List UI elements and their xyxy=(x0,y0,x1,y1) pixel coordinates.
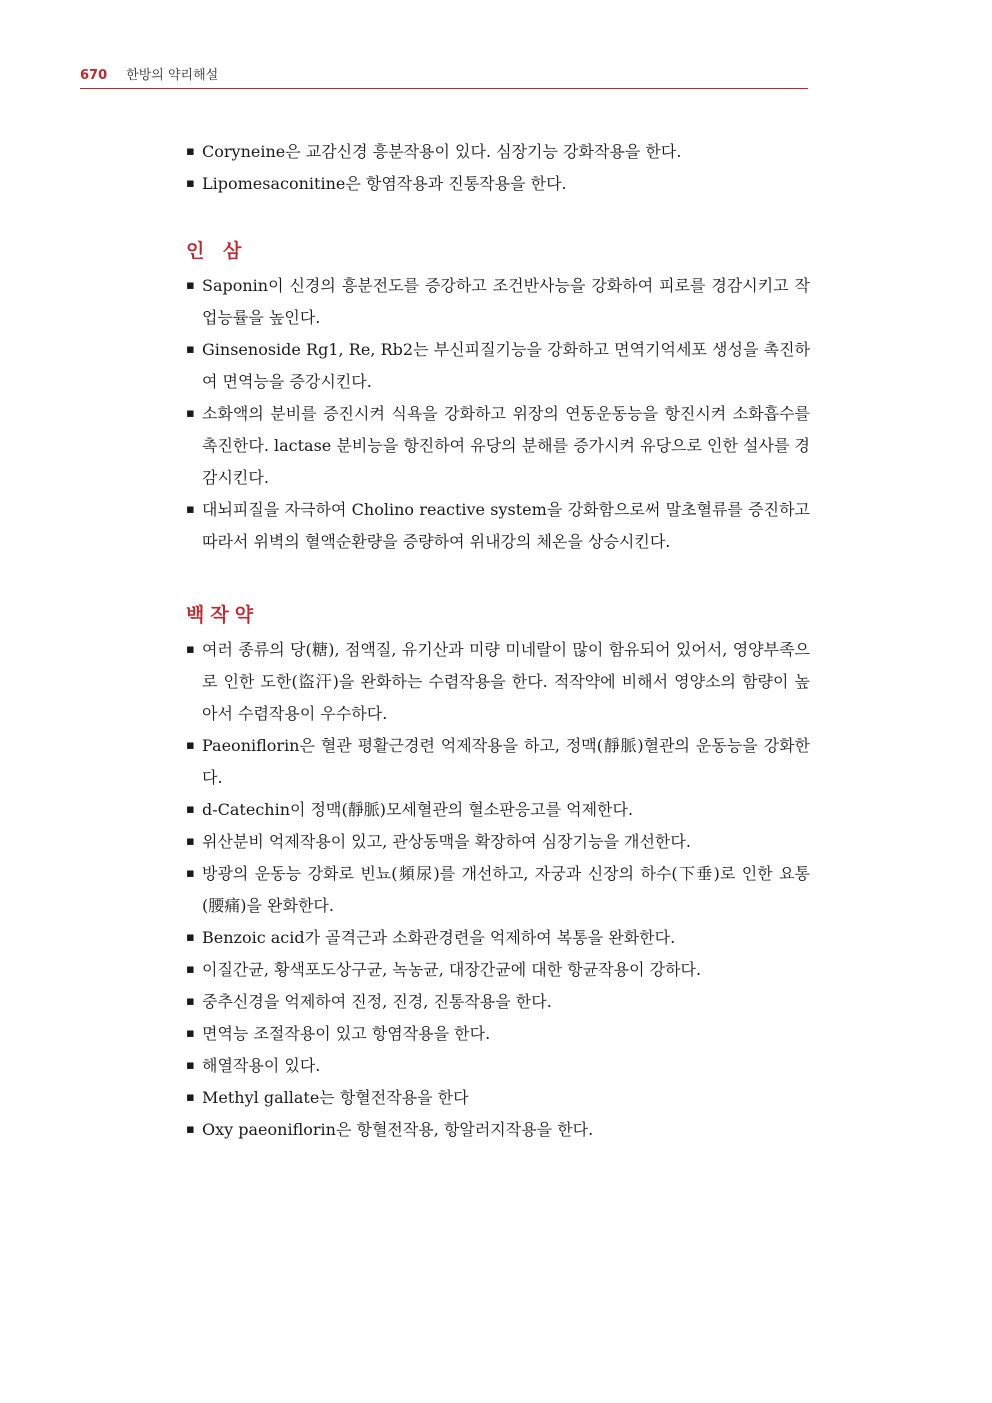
intro-list xyxy=(186,136,810,200)
section-title-ginseng: 인 삼 xyxy=(186,240,248,262)
book-title: 한방의 약리해설 xyxy=(126,68,219,83)
list-item: ▪ 대뇌피질을 자극하여 Cholino reactive system을 강화함으로써 말초혈류를 증진하고 따라서 위벽의 혈액순환량을 증량하여 위내강의 체온을 상승시킨다. xyxy=(186,494,810,558)
list-item: ▪ 해열작용이 있다. xyxy=(186,1050,810,1082)
list-item: ▪ d-Catechin이 정맥(靜脈)모세혈관의 혈소판응고를 억제한다. xyxy=(186,794,810,826)
page-content xyxy=(186,136,810,1146)
list-item: ▪ 방광의 운동능 강화로 빈뇨(頻尿)를 개선하고, 자궁과 신장의 하수(下垂)로 인한 요통(腰痛)을 완화한다. xyxy=(186,858,810,922)
list-item: ▪ Coryneine은 교감신경 흥분작용이 있다. 심장기능 강화작용을 한다. xyxy=(186,136,810,168)
list-item: ▪ Paeoniflorin은 혈관 평활근경련 억제작용을 하고, 정맥(靜脈)혈관의 운동능을 강화한다. xyxy=(186,730,810,794)
page-header xyxy=(80,66,808,89)
list-item: ▪ Lipomesaconitine은 항염작용과 진통작용을 한다. xyxy=(186,168,810,200)
page-number: 670 xyxy=(80,68,108,83)
list-item: ▪ 이질간균, 황색포도상구균, 녹농균, 대장간균에 대한 항균작용이 강하다. xyxy=(186,954,810,986)
ginseng-list xyxy=(186,270,810,558)
white-peony-list xyxy=(186,634,810,1146)
list-item: ▪ 위산분비 억제작용이 있고, 관상동맥을 확장하여 심장기능을 개선한다. xyxy=(186,826,810,858)
list-item: ▪ Oxy paeoniflorin은 항혈전작용, 항알러지작용을 한다. xyxy=(186,1114,810,1146)
list-item: ▪ 중추신경을 억제하여 진정, 진경, 진통작용을 한다. xyxy=(186,986,810,1018)
list-item: ▪ Saponin이 신경의 흥분전도를 증강하고 조건반사능을 강화하여 피로를 경감시키고 작업능률을 높인다. xyxy=(186,270,810,334)
list-item: ▪ 여러 종류의 당(糖), 점액질, 유기산과 미량 미네랄이 많이 함유되어 있어서, 영양부족으로 인한 도한(盜汗)을 완화하는 수렴작용을 한다. 적작약에 비해서 영양소의 함량이 높아서 수렴작용이 우수하다. xyxy=(186,634,810,730)
list-item: ▪ Methyl gallate는 항혈전작용을 한다 xyxy=(186,1082,810,1114)
section-title-white-peony: 백작약 xyxy=(186,604,260,626)
list-item: ▪ 소화액의 분비를 증진시켜 식욕을 강화하고 위장의 연동운동능을 항진시켜 소화흡수를 촉진한다. lactase 분비능을 항진하여 유당의 분해를 증가시켜 유당으로 인한 설사를 경감시킨다. xyxy=(186,398,810,494)
list-item: ▪ 면역능 조절작용이 있고 항염작용을 한다. xyxy=(186,1018,810,1050)
list-item: ▪ Benzoic acid가 골격근과 소화관경련을 억제하여 복통을 완화한다. xyxy=(186,922,810,954)
list-item: ▪ Ginsenoside Rg1, Re, Rb2는 부신피질기능을 강화하고 면역기억세포 생성을 촉진하여 면역능을 증강시킨다. xyxy=(186,334,810,398)
